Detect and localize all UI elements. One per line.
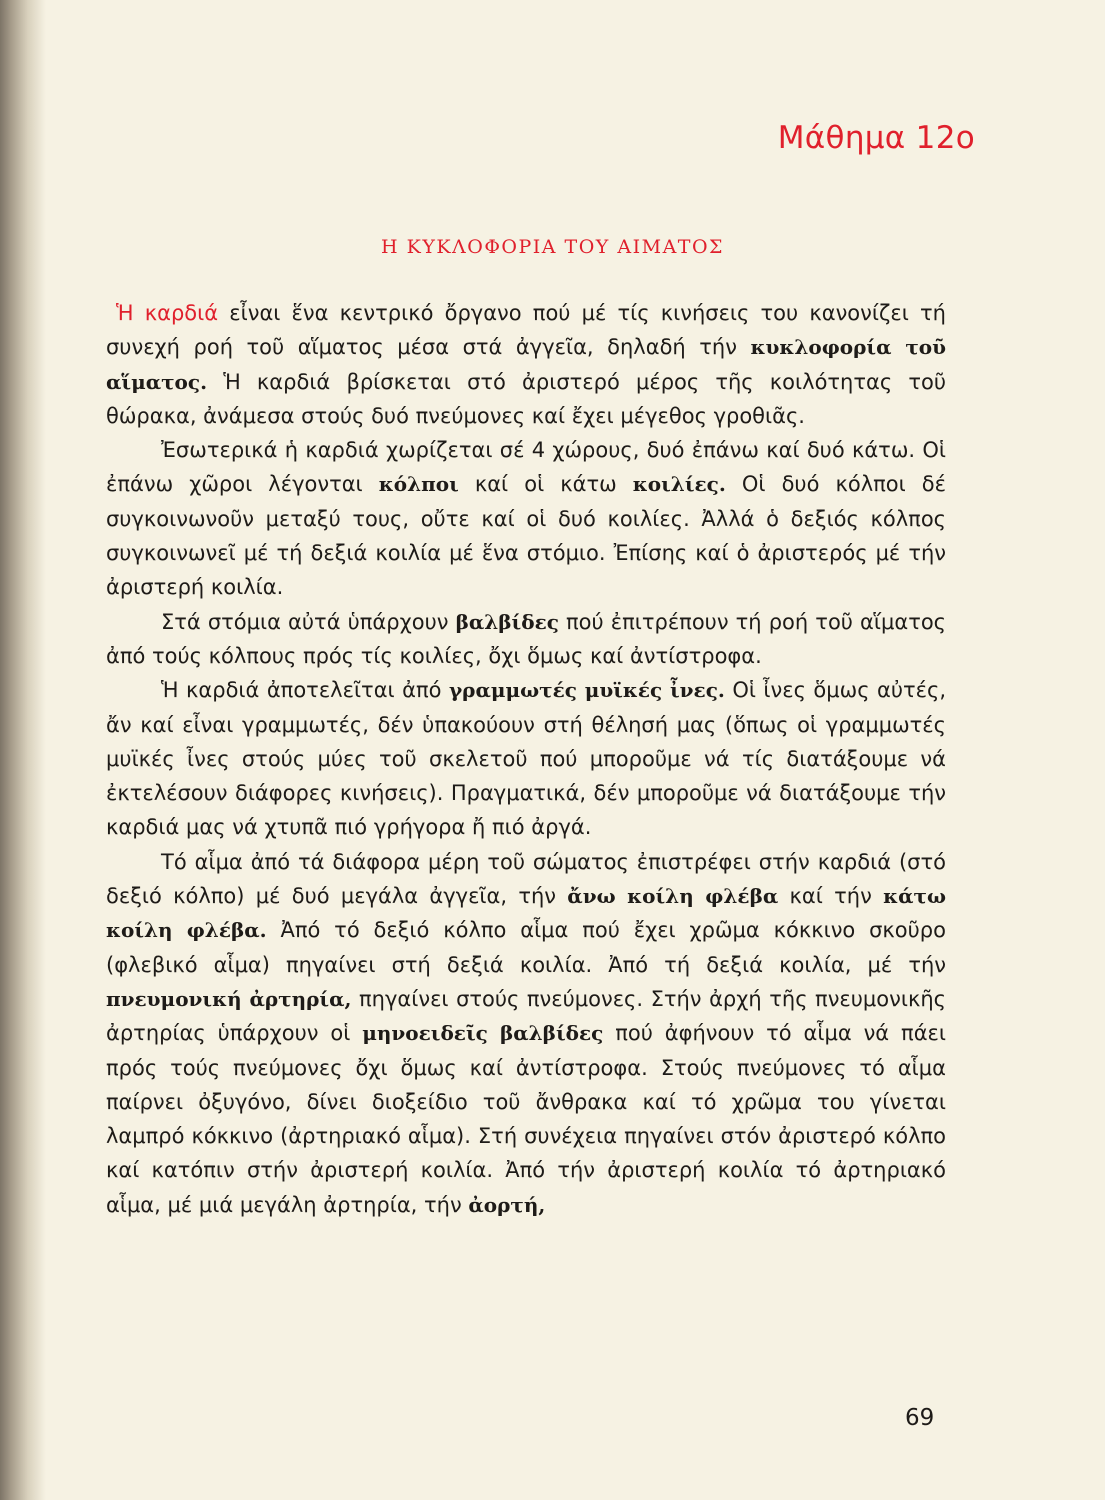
text-run: Ἡ καρδιά ἀποτελεῖται ἀπό xyxy=(161,678,449,703)
paragraph xyxy=(106,605,946,674)
book-binding-shadow xyxy=(0,0,46,1500)
text-run: Οἱ ἶνες ὅμως αὐτές, ἄν καί εἶναι γραμμωτές, δέν ὑπακούουν στή θέλησή μας (ὅπως οἱ γραμμωτές μυϊκές ἶνες στούς μύες τοῦ σκελετοῦ πού μποροῦμε νά τίς διατάξουμε νά ἐκτελέσουν διάφορες κινήσεις). Πραγματικά, δέν μποροῦμε νά διατάξουμε τήν καρδιά μας νά χτυπᾶ πιό γρήγορα ἤ πιό ἀργά. xyxy=(106,678,946,840)
body-text xyxy=(106,296,946,1222)
paragraph xyxy=(106,845,946,1222)
text-run: πού ἐπιτρέπουν τή ροή τοῦ αἵματος ἀπό τούς κόλπους πρός τίς κοιλίες, ὄχι ὅμως καί ἀντίστροφα. xyxy=(106,609,947,668)
text-run: Ἐσωτερικά ἡ καρδιά χωρίζεται σέ 4 χώρους, δυό ἐπάνω καί δυό κάτω. Οἱ ἐπάνω χῶροι λέγονται xyxy=(106,438,946,497)
text-run: Στά στόμια αὐτά ὑπάρχουν xyxy=(161,609,456,634)
key-term: βαλβίδες xyxy=(455,609,559,634)
text-run: πού ἀφήνουν τό αἷμα νά πάει πρός τούς πνεύμονες ὄχι ὅμως καί ἀντίστροφα. Στούς πνεύμονες τό αἷμα παίρνει ὀξυγόνο, δίνει διοξείδιο τοῦ ἄνθρακα καί τό χρῶμα του γίνεται λαμπρό κόκκινο (ἀρτηριακό αἷμα). Στή συνέχεια πηγαίνει στόν ἀριστερό κόλπο καί κατόπιν στήν ἀριστερή κοιλία. Ἀπό τήν ἀριστερή κοιλία τό ἀρτηριακό αἷμα, μέ μιά μεγάλη ἀρτηρία, τήν xyxy=(106,1021,946,1217)
key-term: κάτω κοίλη φλέβα. xyxy=(106,884,946,943)
text-run: εἶναι ἕνα κεντρικό ὄργανο πού μέ τίς κινήσεις του κανονίζει τή συνεχή ροή τοῦ αἵματος μέσα στά ἀγγεῖα, δηλαδή τήν xyxy=(106,301,946,360)
key-term: κυκλοφορία τοῦ αἵματος. xyxy=(106,335,946,394)
text-run: Ἡ καρδιά βρίσκεται στό ἀριστερό μέρος τῆς κοιλότητας τοῦ θώρακα, ἀνάμεσα στούς δυό πνεύμονες καί ἔχει μέγεθος γροθιᾶς. xyxy=(106,369,946,428)
page-number: 69 xyxy=(905,1405,935,1431)
key-term: πνευμονική ἀρτηρία, xyxy=(106,986,352,1011)
paragraph xyxy=(106,673,946,844)
key-term: γραμμωτές μυϊκές ἶνες. xyxy=(448,678,725,703)
lesson-label: Μάθημα 12ο xyxy=(777,120,975,156)
text-run: καί οἱ κάτω xyxy=(458,472,633,497)
text-run: καί τήν xyxy=(778,884,884,909)
text-run: πηγαίνει στούς πνεύμονες. Στήν ἀρχή τῆς πνευμονικῆς ἀρτηρίας ὑπάρχουν οἱ xyxy=(106,986,946,1046)
paragraph xyxy=(106,433,946,604)
page-header xyxy=(775,120,975,156)
paragraph xyxy=(106,296,946,433)
key-term: ἄνω κοίλη φλέβα xyxy=(567,884,779,909)
text-run: Ἀπό τό δεξιό κόλπο αἷμα πού ἔχει χρῶμα κόκκινο σκοῦρο (φλεβικό αἷμα) πηγαίνει στή δεξιά κοιλία. Ἀπό τή δεξιά κοιλία, μέ τήν xyxy=(106,918,946,977)
key-term: κόλποι xyxy=(378,472,459,497)
key-term: ἀορτή, xyxy=(468,1192,546,1217)
text-run: Οἱ δυό κόλποι δέ συγκοινωνοῦν μεταξύ τους, οὔτε καί οἱ δυό κοιλίες. Ἀλλά ὁ δεξιός κόλπος συγκοινωνεῖ μέ τή δεξιά κοιλία μέ ἕνα στόμιο. Ἐπίσης καί ὁ ἀριστερός μέ τήν ἀριστερή κοιλία. xyxy=(106,472,947,600)
chapter-title: Η ΚΥΚΛΟΦΟΡΙΑ ΤΟΥ ΑΙΜΑΤΟΣ xyxy=(381,236,724,258)
text-run: Τό αἷμα ἀπό τά διάφορα μέρη τοῦ σώματος ἐπιστρέφει στήν καρδιά (στό δεξιό κόλπο) μέ δυό μεγάλα ἀγγεῖα, τήν xyxy=(106,849,946,909)
key-term: μηνοειδεῖς βαλβίδες xyxy=(362,1021,604,1046)
key-term: κοιλίες. xyxy=(632,472,726,497)
first-words: Ἡ καρδιά xyxy=(116,301,219,325)
